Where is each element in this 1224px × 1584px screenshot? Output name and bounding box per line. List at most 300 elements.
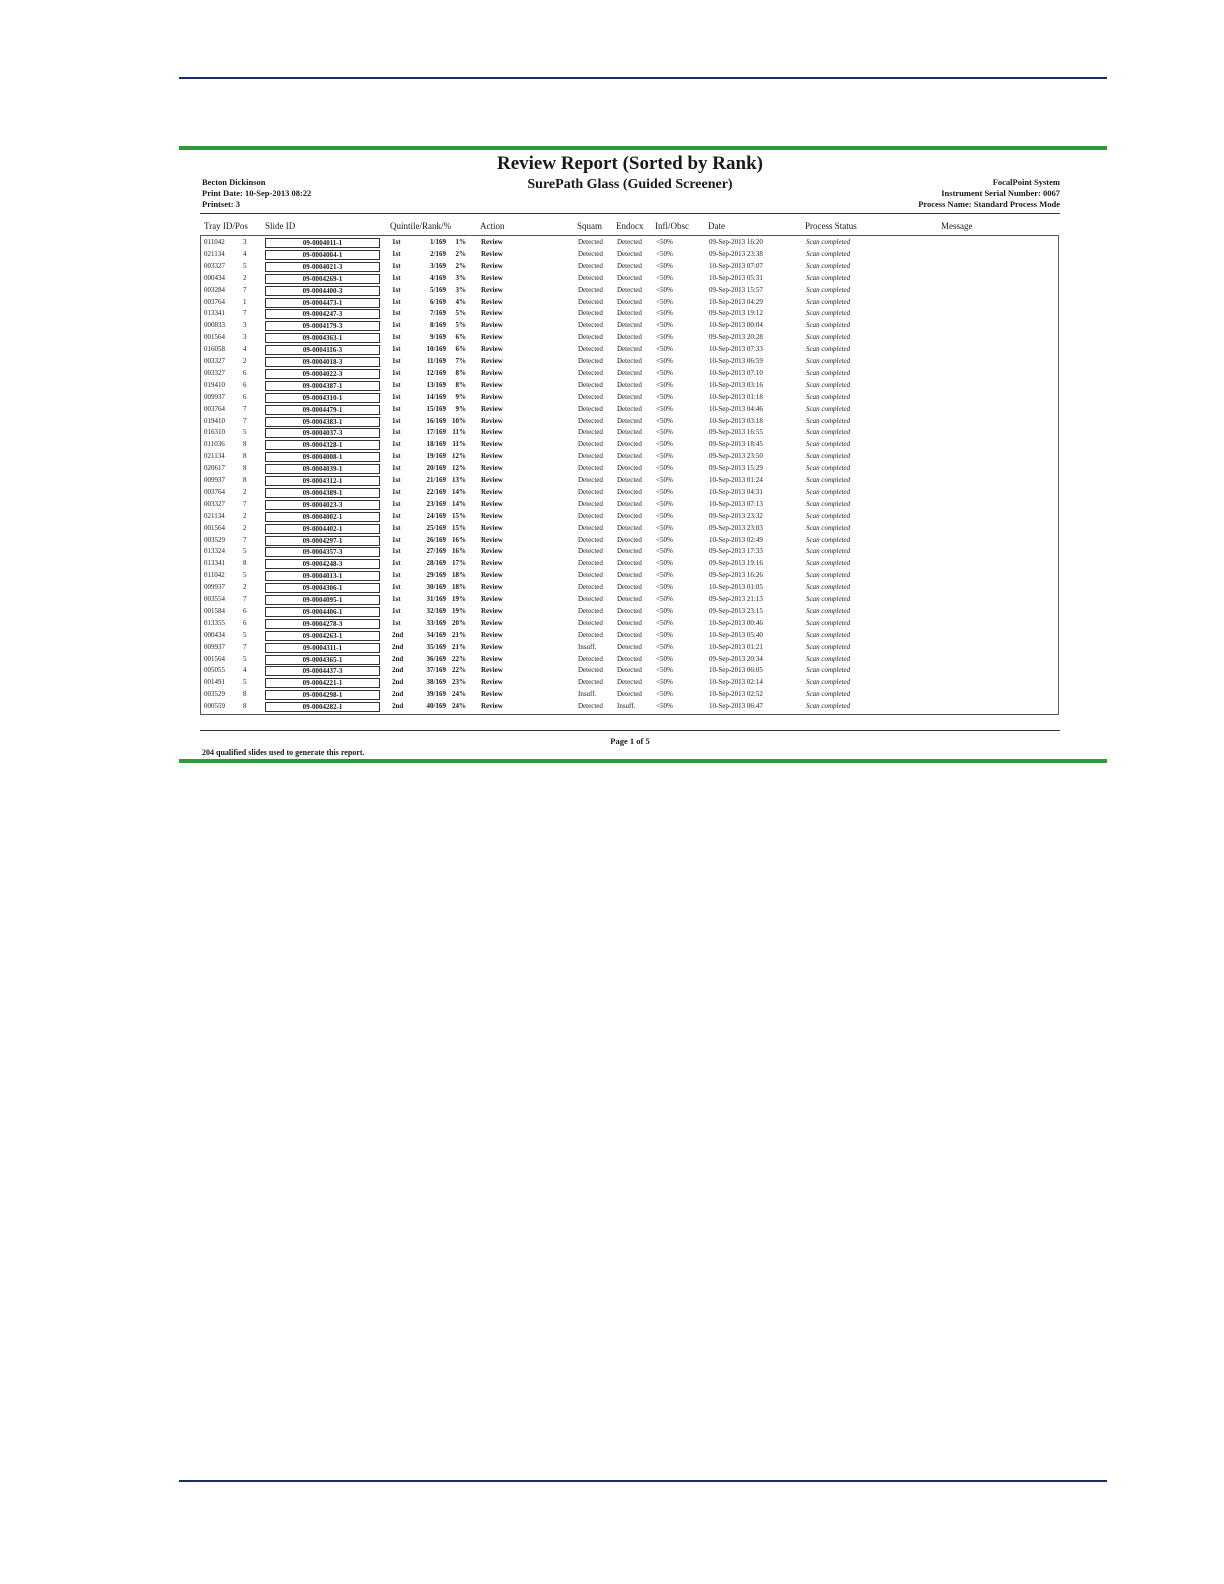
slide-id: 09-0004473-1 (265, 298, 380, 308)
process-status: Scan completed (806, 357, 851, 365)
tray-id: 013324 (204, 547, 225, 556)
header-green-rule (179, 146, 1107, 150)
infl-obsc: <50% (656, 487, 673, 496)
percent: 18% (452, 583, 466, 592)
infl-obsc: <50% (656, 535, 673, 544)
tray-pos: 2 (243, 357, 247, 365)
squam: Detected (578, 309, 603, 318)
tray-id: 011042 (204, 238, 225, 246)
tray-pos: 7 (243, 416, 247, 425)
endocx: Detected (617, 404, 642, 413)
footer-green-rule (179, 759, 1107, 763)
squam: Detected (578, 606, 603, 615)
tray-id: 001564 (204, 523, 225, 532)
endocx: Detected (617, 523, 642, 532)
date: 09-Sep-2013 15:29 (709, 464, 763, 473)
date: 10-Sep-2013 04:31 (709, 487, 763, 496)
quintile: 1st (392, 595, 401, 603)
date: 10-Sep-2013 06:47 (709, 702, 763, 711)
date: 10-Sep-2013 07:13 (709, 499, 763, 508)
infl-obsc: <50% (656, 440, 673, 449)
action: Review (481, 618, 503, 627)
infl-obsc: <50% (656, 630, 673, 639)
process-status: Scan completed (806, 261, 851, 270)
table-row (201, 392, 1058, 404)
percent: 2% (455, 261, 466, 270)
slide-id: 09-0004116-3 (265, 345, 380, 355)
table-row (201, 427, 1058, 439)
endocx: Detected (617, 630, 642, 639)
squam: Detected (578, 368, 603, 377)
infl-obsc: <50% (656, 654, 673, 663)
infl-obsc: <50% (656, 249, 673, 258)
infl-obsc: <50% (656, 618, 673, 627)
slide-id: 09-0004312-1 (265, 476, 380, 486)
quintile: 1st (392, 464, 401, 473)
infl-obsc: <50% (656, 606, 673, 615)
squam: Detected (578, 357, 603, 365)
slide-id: 09-0004402-1 (265, 524, 380, 534)
tray-pos: 6 (243, 392, 247, 401)
process-status: Scan completed (806, 595, 851, 603)
percent: 17% (452, 559, 466, 568)
date: 10-Sep-2013 06:59 (709, 357, 763, 365)
quintile: 2nd (392, 642, 404, 651)
table-row (201, 249, 1058, 261)
process-status: Scan completed (806, 702, 851, 711)
percent: 24% (452, 702, 466, 711)
slide-id: 09-0004278-3 (265, 619, 380, 629)
squam: Detected (578, 416, 603, 425)
quintile: 1st (392, 476, 401, 484)
rank: 14/169 (426, 392, 446, 401)
table-row (201, 416, 1058, 428)
left-header (202, 177, 311, 210)
date: 09-Sep-2013 19:12 (709, 309, 763, 318)
slide-id: 09-0004269-1 (265, 274, 380, 284)
endocx: Detected (617, 487, 642, 496)
slide-id: 09-0004437-3 (265, 666, 380, 676)
rank: 23/169 (426, 499, 446, 508)
infl-obsc: <50% (656, 357, 673, 365)
process-status: Scan completed (806, 392, 851, 401)
endocx: Detected (617, 345, 642, 354)
date: 09-Sep-2013 23:03 (709, 523, 763, 532)
tray-id: 020617 (204, 464, 225, 473)
date: 09-Sep-2013 16:20 (709, 238, 763, 246)
date: 09-Sep-2013 16:55 (709, 428, 763, 437)
slide-id: 09-0004011-1 (265, 238, 380, 248)
endocx: Detected (617, 357, 642, 365)
squam: Detected (578, 547, 603, 556)
quintile: 1st (392, 404, 401, 413)
endocx: Detected (617, 309, 642, 318)
endocx: Detected (617, 571, 642, 580)
date: 10-Sep-2013 01:24 (709, 476, 763, 484)
percent: 3% (455, 285, 466, 294)
infl-obsc: <50% (656, 583, 673, 592)
quintile: 1st (392, 452, 401, 461)
endocx: Detected (617, 321, 642, 330)
tray-pos: 7 (243, 535, 247, 544)
squam: Detected (578, 571, 603, 580)
infl-obsc: <50% (656, 321, 673, 330)
date: 10-Sep-2013 04:29 (709, 297, 763, 306)
tray-pos: 8 (243, 464, 247, 473)
date: 10-Sep-2013 02:52 (709, 690, 763, 699)
endocx: Detected (617, 392, 642, 401)
percent: 6% (455, 345, 466, 354)
squam: Detected (578, 595, 603, 603)
tray-pos: 6 (243, 368, 247, 377)
tray-pos: 5 (243, 428, 247, 437)
col-infl: Infl/Obsc (655, 221, 689, 231)
table-row (201, 677, 1058, 689)
system-name: FocalPoint System (992, 177, 1060, 187)
table-row (201, 606, 1058, 618)
infl-obsc: <50% (656, 238, 673, 246)
slide-id: 09-0004383-1 (265, 417, 380, 427)
quintile: 1st (392, 321, 401, 330)
squam: Detected (578, 297, 603, 306)
rank: 17/169 (426, 428, 446, 437)
rank: 5/169 (430, 285, 446, 294)
rank: 33/169 (426, 618, 446, 627)
rank: 11/169 (426, 357, 446, 365)
quintile: 1st (392, 333, 401, 342)
endocx: Detected (617, 559, 642, 568)
slide-id: 09-0004297-1 (265, 536, 380, 546)
tray-id: 003327 (204, 499, 225, 508)
process-status: Scan completed (806, 440, 851, 449)
tray-pos: 2 (243, 511, 247, 520)
action: Review (481, 285, 503, 294)
rank: 9/169 (430, 333, 446, 342)
table-row (201, 582, 1058, 594)
action: Review (481, 321, 503, 330)
process-status: Scan completed (806, 238, 851, 246)
infl-obsc: <50% (656, 690, 673, 699)
infl-obsc: <50% (656, 642, 673, 651)
tray-id: 000434 (204, 273, 225, 282)
action: Review (481, 476, 503, 484)
table-row (201, 332, 1058, 344)
percent: 2% (455, 249, 466, 258)
endocx: Detected (617, 547, 642, 556)
process-status: Scan completed (806, 583, 851, 592)
process-status: Scan completed (806, 571, 851, 580)
endocx: Detected (617, 428, 642, 437)
date: 10-Sep-2013 06:05 (709, 666, 763, 675)
slide-id: 09-0004400-3 (265, 286, 380, 296)
action: Review (481, 547, 503, 556)
date: 09-Sep-2013 21:13 (709, 595, 763, 603)
table-row (201, 535, 1058, 547)
percent: 6% (455, 333, 466, 342)
squam: Detected (578, 440, 603, 449)
quintile: 1st (392, 238, 401, 246)
endocx: Detected (617, 380, 642, 389)
process-status: Scan completed (806, 464, 851, 473)
rank: 28/169 (426, 559, 446, 568)
quintile: 1st (392, 285, 401, 294)
rank: 2/169 (430, 249, 446, 258)
quintile: 1st (392, 392, 401, 401)
rank: 30/169 (426, 583, 446, 592)
col-tray: Tray ID/Pos (204, 221, 248, 231)
infl-obsc: <50% (656, 404, 673, 413)
tray-id: 009937 (204, 392, 225, 401)
infl-obsc: <50% (656, 392, 673, 401)
tray-id: 003529 (204, 690, 225, 699)
quintile: 1st (392, 428, 401, 437)
rank: 22/169 (426, 487, 446, 496)
endocx: Detected (617, 297, 642, 306)
table-row (201, 570, 1058, 582)
slide-id: 09-0004179-3 (265, 321, 380, 331)
date: 10-Sep-2013 01:18 (709, 392, 763, 401)
endocx: Detected (617, 452, 642, 461)
slide-id: 09-0004037-3 (265, 428, 380, 438)
slide-id: 09-0004023-3 (265, 500, 380, 510)
table-row (201, 630, 1058, 642)
action: Review (481, 345, 503, 354)
action: Review (481, 440, 503, 449)
process-status: Scan completed (806, 249, 851, 258)
squam: Detected (578, 261, 603, 270)
tray-id: 001564 (204, 654, 225, 663)
quintile: 2nd (392, 702, 404, 711)
squam: Detected (578, 666, 603, 675)
tray-pos: 7 (243, 499, 247, 508)
percent: 11% (452, 428, 466, 437)
slide-id: 09-0004479-1 (265, 405, 380, 415)
tray-pos: 2 (243, 273, 247, 282)
process-status: Scan completed (806, 499, 851, 508)
slide-id: 09-0004248-3 (265, 559, 380, 569)
slide-id: 09-0004002-1 (265, 512, 380, 522)
action: Review (481, 654, 503, 663)
date: 09-Sep-2013 23:15 (709, 606, 763, 615)
action: Review (481, 238, 503, 246)
slide-id: 09-0004095-1 (265, 595, 380, 605)
tray-pos: 5 (243, 654, 247, 663)
endocx: Detected (617, 618, 642, 627)
slide-id: 09-0004039-1 (265, 464, 380, 474)
slide-id: 09-0004306-1 (265, 583, 380, 593)
action: Review (481, 499, 503, 508)
squam: Detected (578, 273, 603, 282)
action: Review (481, 428, 503, 437)
quintile: 1st (392, 297, 401, 306)
quintile: 2nd (392, 654, 404, 663)
slide-id: 09-0004008-1 (265, 452, 380, 462)
tray-pos: 6 (243, 618, 247, 627)
percent: 12% (452, 464, 466, 473)
table-row (201, 344, 1058, 356)
date: 10-Sep-2013 07:10 (709, 368, 763, 377)
quintile: 2nd (392, 666, 404, 675)
percent: 4% (455, 297, 466, 306)
footer-divider (200, 730, 1060, 731)
quintile: 1st (392, 559, 401, 568)
process-status: Scan completed (806, 452, 851, 461)
table-row (201, 511, 1058, 523)
tray-id: 013355 (204, 618, 225, 627)
column-headers (200, 221, 1060, 233)
report-subtitle: SurePath Glass (Guided Screener) (527, 177, 733, 192)
process-status: Scan completed (806, 690, 851, 699)
tray-id: 016058 (204, 345, 225, 354)
tray-pos: 3 (243, 238, 247, 246)
percent: 23% (452, 678, 466, 687)
printset: Printset: 3 (202, 199, 241, 209)
tray-pos: 4 (243, 666, 247, 675)
right-header (918, 177, 1060, 210)
date: 09-Sep-2013 16:26 (709, 571, 763, 580)
squam: Detected (578, 511, 603, 520)
endocx: Detected (617, 261, 642, 270)
infl-obsc: <50% (656, 547, 673, 556)
rank: 39/169 (426, 690, 446, 699)
quintile: 1st (392, 511, 401, 520)
date: 09-Sep-2013 23:50 (709, 452, 763, 461)
action: Review (481, 464, 503, 473)
tray-id: 000434 (204, 630, 225, 639)
percent: 16% (452, 547, 466, 556)
endocx: Insuff. (617, 702, 636, 711)
quintile: 1st (392, 606, 401, 615)
squam: Detected (578, 392, 603, 401)
rank: 32/169 (426, 606, 446, 615)
rank: 1/169 (430, 238, 446, 246)
process-status: Scan completed (806, 678, 851, 687)
slide-id: 09-0004013-1 (265, 571, 380, 581)
percent: 20% (452, 618, 466, 627)
tray-pos: 6 (243, 606, 247, 615)
table-row (201, 618, 1058, 630)
endocx: Detected (617, 654, 642, 663)
action: Review (481, 559, 503, 568)
percent: 5% (455, 321, 466, 330)
col-action: Action (480, 221, 505, 231)
table-row (201, 285, 1058, 297)
percent: 18% (452, 571, 466, 580)
squam: Detected (578, 404, 603, 413)
tray-pos: 5 (243, 678, 247, 687)
table-row (201, 701, 1058, 713)
squam: Detected (578, 452, 603, 461)
process-status: Scan completed (806, 297, 851, 306)
tray-pos: 5 (243, 261, 247, 270)
table-row (201, 404, 1058, 416)
infl-obsc: <50% (656, 464, 673, 473)
table-row (201, 499, 1058, 511)
slide-id: 09-0004021-3 (265, 262, 380, 272)
process-status: Scan completed (806, 404, 851, 413)
tray-id: 003284 (204, 285, 225, 294)
tray-id: 000833 (204, 321, 225, 330)
quintile: 1st (392, 380, 401, 389)
squam: Detected (578, 654, 603, 663)
quintile: 1st (392, 309, 401, 318)
endocx: Detected (617, 499, 642, 508)
percent: 8% (455, 380, 466, 389)
table-row (201, 546, 1058, 558)
endocx: Detected (617, 333, 642, 342)
action: Review (481, 452, 503, 461)
percent: 19% (452, 606, 466, 615)
col-slide: Slide ID (265, 221, 296, 231)
table-row (201, 475, 1058, 487)
percent: 7% (455, 357, 466, 365)
percent: 5% (455, 309, 466, 318)
percent: 19% (452, 595, 466, 603)
quintile: 2nd (392, 690, 404, 699)
rank: 24/169 (426, 511, 446, 520)
tray-pos: 4 (243, 249, 247, 258)
infl-obsc: <50% (656, 261, 673, 270)
quintile: 1st (392, 535, 401, 544)
date: 09-Sep-2013 17:33 (709, 547, 763, 556)
slide-id: 09-0004310-1 (265, 393, 380, 403)
percent: 22% (452, 666, 466, 675)
date: 09-Sep-2013 15:57 (709, 285, 763, 294)
rank: 10/169 (426, 345, 446, 354)
tray-id: 001491 (204, 678, 225, 687)
col-status: Process Status (805, 221, 857, 231)
date: 10-Sep-2013 01:05 (709, 583, 763, 592)
tray-id: 009937 (204, 476, 225, 484)
col-quintile: Quintile/Rank/% (390, 221, 451, 231)
slide-id: 09-0004357-3 (265, 547, 380, 557)
slide-id: 09-0004247-3 (265, 309, 380, 319)
action: Review (481, 535, 503, 544)
infl-obsc: <50% (656, 666, 673, 675)
tray-id: 021134 (204, 249, 225, 258)
action: Review (481, 523, 503, 532)
tray-id: 013341 (204, 309, 225, 318)
tray-id: 003327 (204, 261, 225, 270)
process-status: Scan completed (806, 321, 851, 330)
process-status: Scan completed (806, 345, 851, 354)
date: 10-Sep-2013 00:46 (709, 618, 763, 627)
col-date: Date (708, 221, 725, 231)
percent: 14% (452, 499, 466, 508)
tray-pos: 5 (243, 571, 247, 580)
table-row (201, 380, 1058, 392)
squam: Detected (578, 487, 603, 496)
date: 10-Sep-2013 03:16 (709, 380, 763, 389)
quintile: 1st (392, 416, 401, 425)
action: Review (481, 630, 503, 639)
action: Review (481, 333, 503, 342)
squam: Insuff. (578, 642, 597, 651)
infl-obsc: <50% (656, 678, 673, 687)
tray-id: 000559 (204, 702, 225, 711)
tray-pos: 8 (243, 702, 247, 711)
slide-id: 09-0004004-1 (265, 250, 380, 260)
tray-id: 019410 (204, 416, 225, 425)
rank: 25/169 (426, 523, 446, 532)
date: 10-Sep-2013 05:40 (709, 630, 763, 639)
col-squam: Squam (577, 221, 603, 231)
rank: 40/169 (426, 702, 446, 711)
quintile: 1st (392, 523, 401, 532)
squam: Detected (578, 535, 603, 544)
process-status: Scan completed (806, 428, 851, 437)
action: Review (481, 404, 503, 413)
